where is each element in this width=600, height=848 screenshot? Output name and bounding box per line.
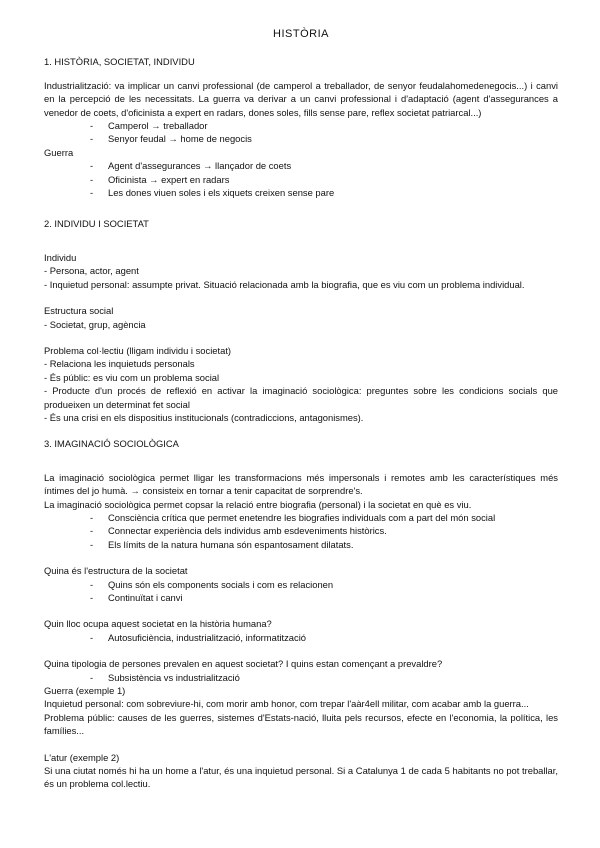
- individu-line: - Persona, actor, agent: [44, 265, 139, 277]
- question-2: Quin lloc ocupa aquest societat en la història humana?: [44, 618, 272, 630]
- list-item: - Autosuficiència, industrialització, informatització: [44, 631, 558, 644]
- list-item: - Continuïtat i canvi: [44, 591, 558, 604]
- estructura-line: - Societat, grup, agència: [44, 318, 146, 330]
- section-1-heading: 1. HISTÒRIA, SOCIETAT, INDIVIDU: [44, 56, 195, 68]
- list-item: - Les dones viuen soles i els xiquets creixen sense pare: [44, 186, 558, 199]
- problema-line: - És públic: es viu com un problema social: [44, 371, 220, 383]
- individu-label: Individu: [44, 251, 77, 263]
- section-3-paragraph-1: La imaginació sociològica permet lligar les transformacions més impersonals i remotes amb les característiques més íntimes del jo humà. → consisteix en tornar a tenir capacitat de sorprendre's.: [44, 471, 558, 497]
- list-item: - Senyor feudal → home de negocis: [44, 132, 558, 145]
- question-1: Quina és l'estructura de la societat: [44, 565, 188, 577]
- section-1-list-a: [44, 119, 558, 146]
- question-2-list: [44, 631, 558, 644]
- individu-line: - Inquietud personal: assumpte privat. Situació relacionada amb la biografia, que es viu com un problema individual.: [44, 278, 525, 290]
- example-2-label: L'atur (exemple 2): [44, 751, 120, 763]
- list-item: - Oficinista → expert en radars: [44, 173, 558, 186]
- example-1-personal: Inquietud personal: com sobreviure-hi, com morir amb honor, com trepar l'aàr4ell militar, com acabar amb la guerra...: [44, 698, 529, 710]
- document-page: [44, 28, 558, 791]
- document-title: HISTÒRIA: [273, 28, 329, 40]
- section-3-paragraph-2: La imaginació sociològica permet copsar la relació entre biografia (personal) i la societat en què es viu.: [44, 498, 472, 510]
- list-item: - Camperol → treballador: [44, 119, 558, 132]
- list-item: - Connectar experiència dels individus amb esdeveniments històrics.: [44, 524, 558, 537]
- question-3: Quina tipologia de persones prevalen en aquest societat? I quins estan començant a prevaldre?: [44, 658, 443, 670]
- list-item: - Consciència crítica que permet enetendre les biografies individuals com a part del món social: [44, 511, 558, 524]
- problema-line: - Relaciona les inquietuds personals: [44, 358, 195, 370]
- problema-label: Problema col·lectiu (lligam individu i societat): [44, 344, 232, 356]
- guerra-label: Guerra: [44, 146, 74, 158]
- section-3-list-a: [44, 511, 558, 551]
- list-item: - Els límits de la natura humana són espantosament dilatats.: [44, 538, 558, 551]
- question-1-list: [44, 578, 558, 605]
- example-2-text: Si una ciutat només hi ha un home a l'atur, és una inquietud personal. Si a Catalunya 1 de cada 5 habitants no pot treballar, és un problema col.lectiu.: [44, 765, 558, 790]
- example-1-label: Guerra (exemple 1): [44, 685, 126, 697]
- list-item: - Quins són els components socials i com es relacionen: [44, 578, 558, 591]
- section-3-heading: 3. IMAGINACIÓ SOCIOLÒGICA: [44, 438, 179, 450]
- section-2-heading: 2. INDIVIDU I SOCIETAT: [44, 218, 149, 230]
- estructura-label: Estructura social: [44, 305, 114, 317]
- list-item: - Subsistència vs industrialització: [44, 671, 558, 684]
- problema-line: - Producte d'un procés de reflexió en activar la imaginació sociològica: preguntes sobre les condicions socials que produeixen un determinat fet social: [44, 385, 558, 410]
- list-item: - Agent d'assegurances → llançador de coets: [44, 159, 558, 172]
- question-3-list: [44, 671, 558, 684]
- section-1-list-b: [44, 159, 558, 199]
- example-1-public: Problema públic: causes de les guerres, sistemes d'Estats-nació, lluita pels recursos, efecte en l'economia, la política, les famílies...: [44, 711, 558, 737]
- section-1-intro: Industrialització: va implicar un canvi professional (de camperol a treballador, de senyor feudalahomedenegocis...) i canvi en la percepció de les necessitats. La guerra va derivar a un canvi professional i d'adaptació (agent d'assegurances a venedor de coets, d'oficinista a expert en radars, dones soles, fills sense pare, reflex societat patriarcal...): [44, 79, 558, 118]
- problema-line: - És una crisi en els dispositius institucionals (contradiccions, antagonismes).: [44, 411, 364, 423]
